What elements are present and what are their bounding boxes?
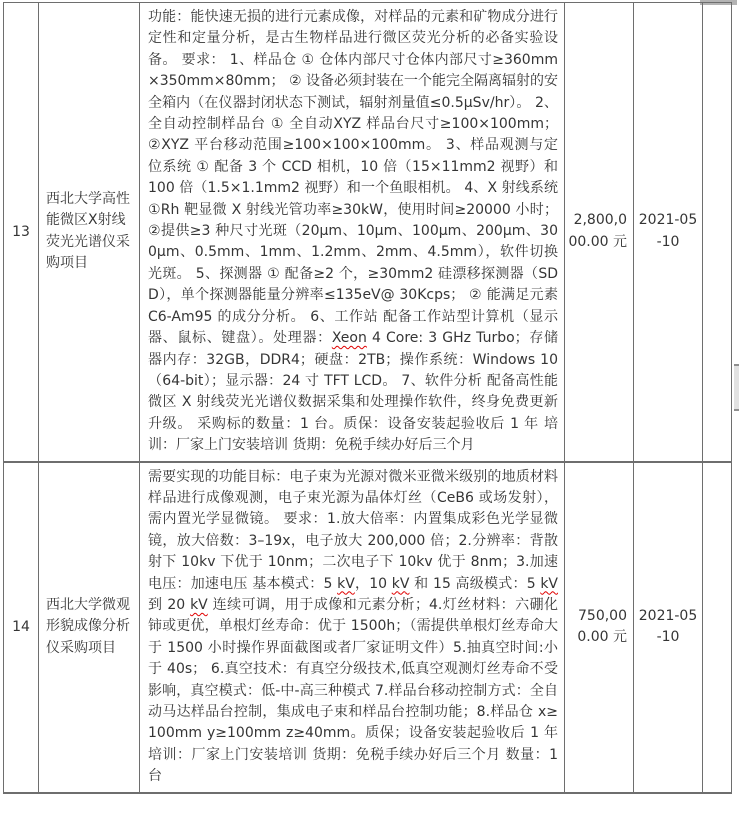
project-budget: 750,000.00 元 [565,462,634,793]
procurement-table [3,2,732,794]
scrollbar-thumb[interactable] [734,364,739,411]
project-description: 需要实现的功能目标：电子束为光源对微米亚微米级别的地质材料样品进行成像观测，电子束光源为晶体灯丝（CeB6 或场发射），需内置光学显微镜。 要求：1.放大倍率：内置集成彩色光学显微镜，放大倍数：3–19x，电子放大 200,000 倍；2.分辨率：背散射下 10kv 下优于 10nm；二次电子下 10kv 优于 8nm；3.加速电压：加速电压 基本模式：5 kV，10 kV 和 15 高级模式：5 kV 到 20 kV 连续可调，用于成像和元素分析；4.灯丝材料：六硼化铈或更优，单根灯丝寿命：优于 1500h；（需提供单根灯丝寿命大于 1500 小时操作界面截图或者厂家证明文件）5.抽真空时间:小于 40s； 6.真空技术：有真空分级技术,低真空观测灯丝寿命不受影响，真空模式：低-中-高三种模式 7.样品台移动控制方式：全自动马达样品台控制，集成电子束和样品台控制功能；8.样品仓 x≥100mm y≥100mm z≥40mm。质保；设备安装起验收后 1 年 培训：厂家上门安装培训 货期：免税手续办好后三个月 数量：1 台 [140,462,565,793]
project-budget: 2,800,000.00 元 [565,3,634,462]
row-number: 14 [4,462,39,793]
table-row [4,462,732,793]
row-number: 13 [4,3,39,462]
project-description: 功能：能快速无损的进行元素成像，对样品的元素和矿物成分进行定性和定量分析，是古生物样品进行微区荧光分析的必备实验设备。 要求： 1、样品仓 ① 仓体内部尺寸仓体内部尺寸≥360mm×350mm×80mm； ② 设备必须封装在一个能完全隔离辐射的安全箱内（在仪器封闭状态下测试，辐射剂量值≤0.5μSv/hr）。 2、全自动控制样品台 ① 全自动XYZ 样品台尺寸≥100×100mm； ②XYZ 平台移动范围≥100×100×100mm。 3、样品观测与定位系统 ① 配备 3 个 CCD 相机，10 倍（15×11mm2 视野）和 100 倍（1.5×1.1mm2 视野）和一个鱼眼相机。 4、X 射线系统 ①Rh 靶显微 X 射线光管功率≥30kW，使用时间≥20000 小时； ②提供≥3 种尺寸光斑（20μm、10μm、100μm、200μm、300μm、0.5mm、1mm、1.2mm、2mm、4.5mm），软件切换光斑。 5、探测器 ① 配备≥2 个，≥30mm2 硅漂移探测器（SDD），单个探测器能量分辨率≤135eV@ 30Kcps； ② 能满足元素 C6-Am95 的成分分析。 6、工作站 配备工作站型计算机（显示器、鼠标、键盘）。处理器：Xeon 4 Core: 3 GHz Turbo；存储器内存：32GB，DDR4；硬盘：2TB；操作系统：Windows 10（64-bit）；显示器：24 寸 TFT LCD。 7、软件分析 配备高性能微区 X 射线荧光光谱仪数据采集和处理操作软件，终身免费更新升级。 采购标的数量：1 台。质保：设备安装起验收后 1 年 培训：厂家上门安装培训 货期：免税手续办好后三个月 [140,3,565,462]
project-name: 西北大学微观形貌成像分析仪采购项目 [39,462,140,793]
table-row [4,3,732,462]
project-date: 2021-05-10 [634,462,703,793]
empty-cell [703,3,732,462]
project-date: 2021-05-10 [634,3,703,462]
project-name: 西北大学高性能微区X射线荧光光谱仪采购项目 [39,3,140,462]
empty-cell [703,462,732,793]
